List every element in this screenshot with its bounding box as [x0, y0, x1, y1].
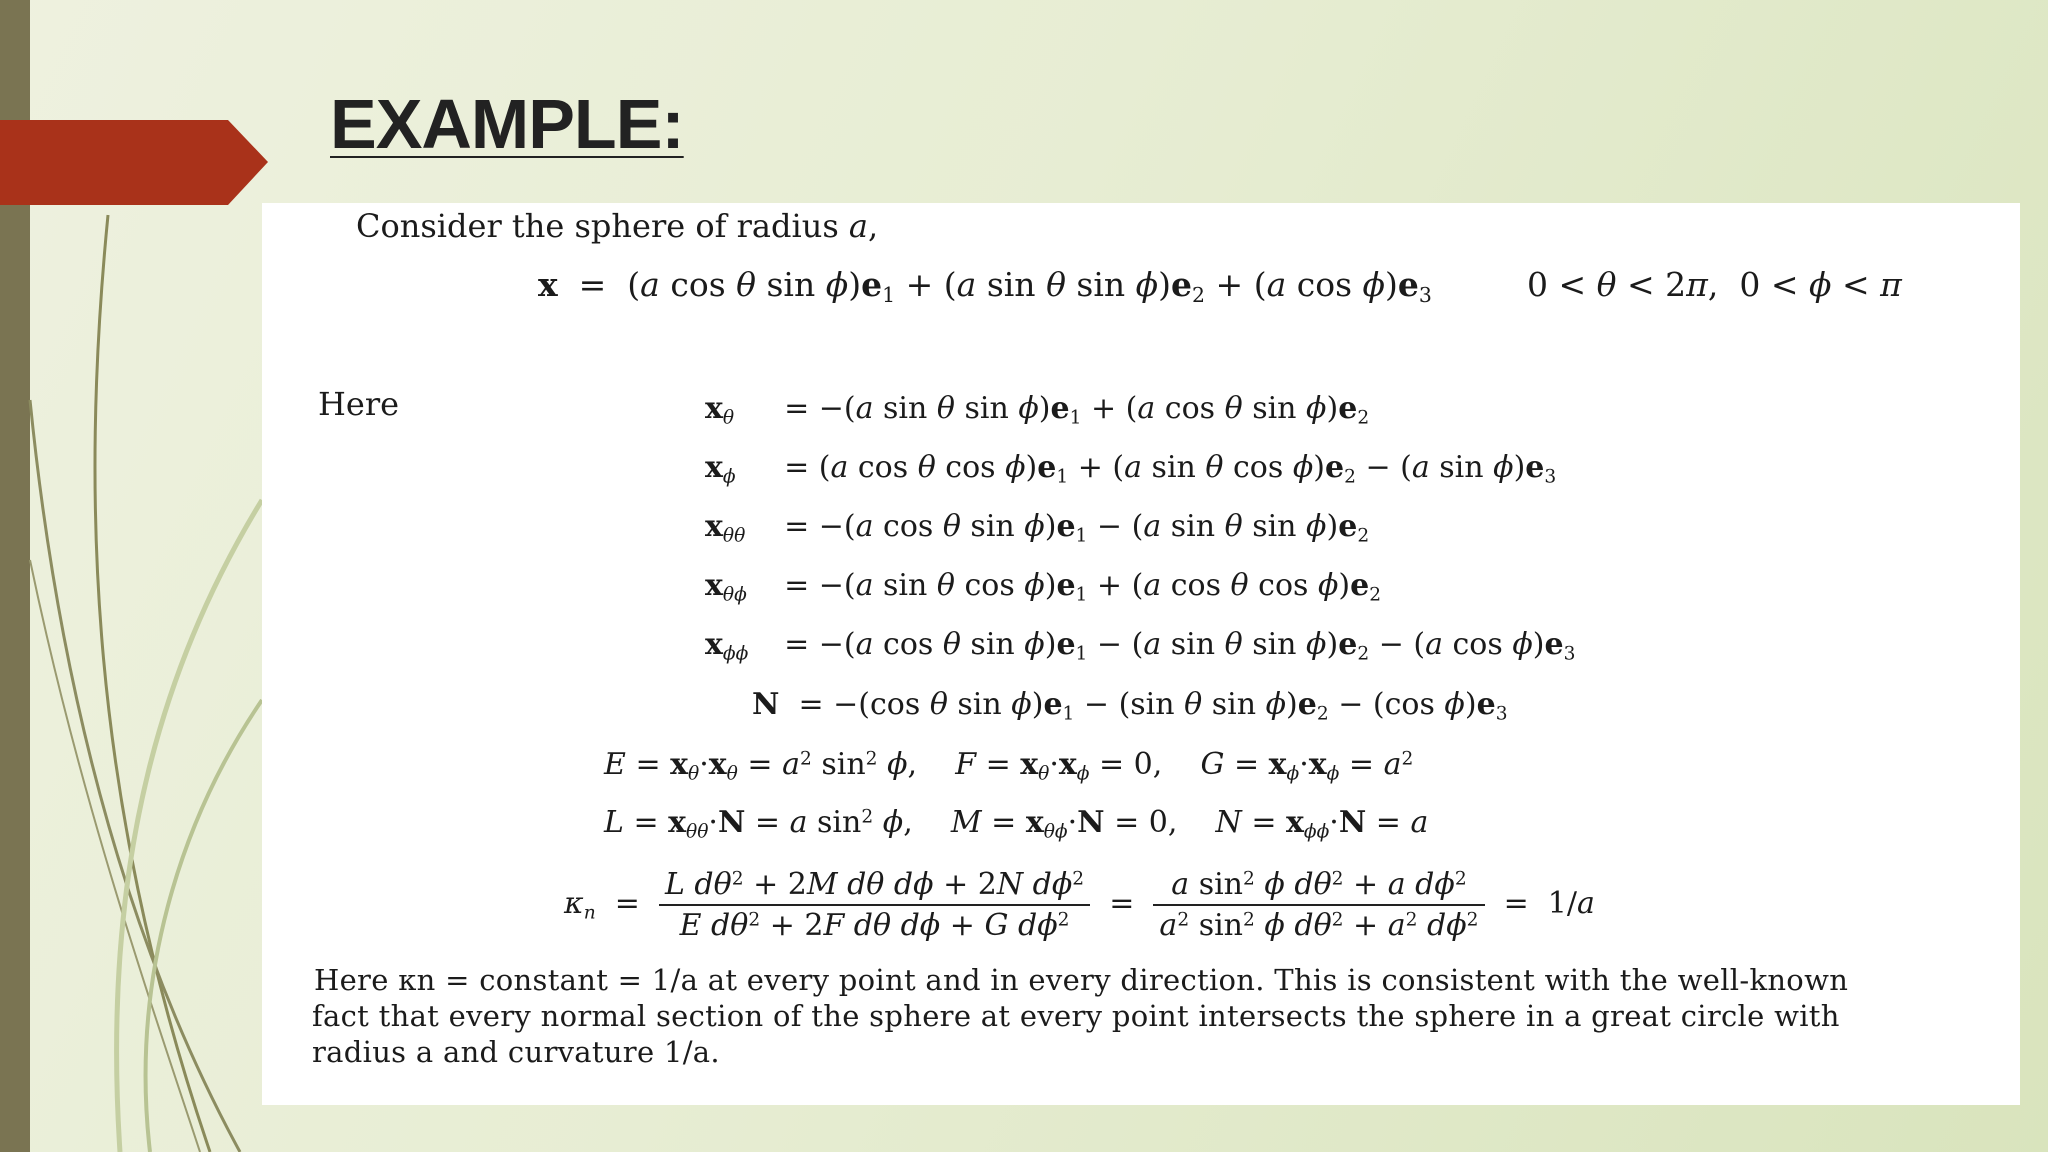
unit-normal-N: N = −(cos θ $\sin \phi)e_1 - (\sin$ θ $\sin \phi)e_2 - (\cos$ $\phi)e_3$: [752, 687, 1508, 725]
conclusion-line-3: radius a and curvature 1/a.: [312, 1035, 720, 1069]
derivative-x-theta-theta: $x_{\theta\theta} = -(a$ cos θ $\sin \phi)e_1 - (a$ sin θ $\sin \phi)e_2$: [705, 509, 1370, 547]
intro-text: Consider the sphere of radius a,: [356, 207, 879, 245]
parametrization-equation: x = (a cos θ $\sin \phi)e_1 + (a$ sin θ $\sin \phi)e_2 + (a$ $\cos \phi)e_3$: [538, 265, 1432, 308]
parameter-domain: 0 < θ < 2π, 0 < ϕ < π: [1527, 265, 1902, 304]
here-label: Here: [318, 385, 400, 423]
conclusion-line-2: fact that every normal section of the sphere at every point intersects the sphere in a great circle with: [312, 999, 1840, 1033]
derivative-x-phi-phi: $x_{\phi\phi} = -(a$ cos θ $\sin \phi)e_1 - (a$ sin θ $\sin \phi)e_2 - (a$ $\cos \phi)e_3$: [705, 627, 1576, 665]
title-arrow-marker: [0, 120, 268, 205]
derivative-x-phi: $x_\phi = (a$ cos θ $\cos \phi)e_1 + (a$ sin θ $\cos \phi)e_2 - (a$ $\sin \phi)e_3$: [705, 450, 1557, 488]
content-panel: [262, 203, 2020, 1105]
curvature-fraction-general: $\frac{L d\theta^2 + 2M d\theta d\phi + 2N d\phi^2}{E d\theta^2 + 2F d\theta d\phi + G d\phi^2}$: [659, 867, 1090, 943]
normal-curvature-equation: $\kappa_n$ = $\frac{L d\theta^2 + 2M d\theta d\phi + 2N d\phi^2}{E d\theta^2 + 2F d\theta d\phi + G d\phi^2}$ = $\frac{a \sin^2 \phi d\theta^2 + a d\phi^2}{a^2 \sin^2 \phi d\theta^2 + a^2 d\phi^2}$ = 1/a: [564, 867, 1595, 943]
slide-title: EXAMPLE:: [330, 85, 684, 163]
derivative-x-theta-phi: $x_{\theta\phi} = -(a$ sin θ $\cos \phi)e_1 + (a$ cos θ $\cos \phi)e_2$: [705, 568, 1382, 606]
conclusion-line-1: Here κn = constant = 1/a at every point and in every direction. This is consistent with the well-known: [314, 963, 1849, 997]
second-fundamental-form: $L = x_{\theta\theta}\cdot N = a$ $\sin^2 \phi$, $M = x_{\theta\phi}\cdot N = 0$, $N = x_{\phi\phi}\cdot N = a$: [604, 805, 1429, 843]
first-fundamental-form: $E = x_\theta\cdot x_\theta = a^2$ $\sin^2 \phi$, $F = x_\theta\cdot x_\phi = 0$, $G = x_\phi\cdot x_\phi = a^2$: [604, 747, 1414, 785]
curvature-fraction-sphere: $\frac{a \sin^2 \phi d\theta^2 + a d\phi^2}{a^2 \sin^2 \phi d\theta^2 + a^2 d\phi^2}$: [1153, 867, 1484, 943]
derivative-x-theta: $x_\theta = -(a$ sin θ $\sin \phi)e_1 + (a$ cos θ $\sin \phi)e_2$: [705, 391, 1370, 429]
